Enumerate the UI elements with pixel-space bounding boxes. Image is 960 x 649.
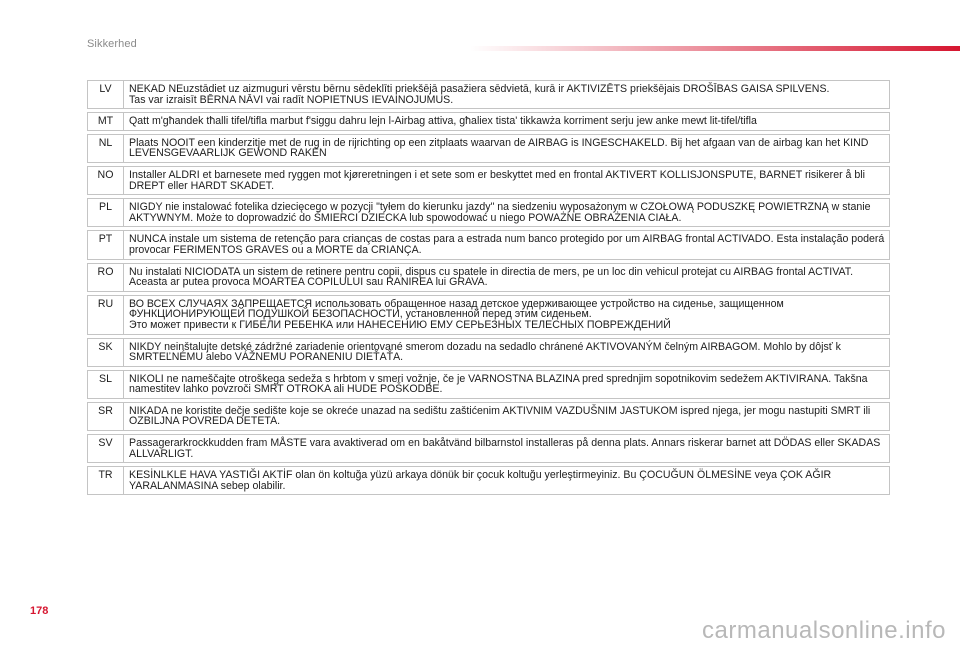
language-code: NL <box>88 134 124 162</box>
language-code: SV <box>88 435 124 463</box>
language-code: SK <box>88 338 124 366</box>
table-row <box>88 295 890 334</box>
table-row <box>88 199 890 227</box>
warning-table-body <box>88 81 890 495</box>
warning-text: ВО ВСЕХ СЛУЧАЯХ ЗАПРЕЩАЕТСЯ использовать обращенное назад детское удерживающее устройство на сиденье, защищенном ФУНКЦИОНИРУЮЩЕЙ ПОДУШКОЙ БЕЗОПАСНОСТИ, установленной перед этим сиденьем. Это может привести к ГИБЕЛИ РЕБЕНКА или НАНЕСЕНИЮ ЕМУ СЕРЬЕЗНЫХ ТЕЛЕСНЫХ ПОВРЕЖДЕНИЙ <box>124 295 890 334</box>
language-code: RU <box>88 295 124 334</box>
language-code: SL <box>88 370 124 398</box>
language-code: SR <box>88 402 124 430</box>
table-row <box>88 467 890 495</box>
language-code: TR <box>88 467 124 495</box>
language-code: RO <box>88 263 124 291</box>
header-accent-bar <box>470 46 960 51</box>
warning-text: KESİNLKLE HAVA YASTIĞI AKTİF olan ön koltuğa yüzü arkaya dönük bir çocuk koltuğu yerleştirmeyiniz. Bu ÇOCUĞUN ÖLMESİNE veya ÇOK AĞIR YARALANMASINA sebep olabilir. <box>124 467 890 495</box>
warning-text: NEKAD NEuzstādiet uz aizmuguri vērstu bērnu sēdeklīti priekšējā pasažiera sēdvietā, kurā ir AKTIVIZĒTS priekšējais DROŠĪBAS GAISA SPILVENS. Tas var izraisīt BĒRNA NĀVI vai radīt NOPIETNUS IEVAINOJUMUS. <box>124 81 890 109</box>
warning-text: Qatt m'għandek tħalli tifel/tifla marbut f'siggu dahru lejn l-Airbag attiva, għaliex tista' tikkawża korriment serju jew anke mewt lit-tifel/tifla <box>124 113 890 131</box>
table-row <box>88 81 890 109</box>
language-code: PL <box>88 199 124 227</box>
table-row <box>88 263 890 291</box>
table-row <box>88 435 890 463</box>
table-row <box>88 113 890 131</box>
table-row <box>88 370 890 398</box>
table-row <box>88 231 890 259</box>
page-number: 178 <box>30 605 49 617</box>
language-code: LV <box>88 81 124 109</box>
warning-text: NIKOLI ne nameščajte otroškega sedeža s hrbtom v smeri vožnje, če je VARNOSTNA BLAZINA pred sprednjim sopotnikovim sedežem AKTIVIRANA. Takšna namestitev lahko povzroči SMRT OTROKA ali HUDE POŠKODBE. <box>124 370 890 398</box>
table-row <box>88 402 890 430</box>
warning-text: NIKDY neinštalujte detské zádržné zariadenie orientované smerom dozadu na sedadlo chránené AKTIVOVANÝM čelným AIRBAGOM. Mohlo by dôjsť k SMRTEĽNÉMU alebo VÁŽNEMU PORANENIU DIEŤAŤA. <box>124 338 890 366</box>
airbag-warning-table <box>87 80 890 495</box>
warning-text: NIGDY nie instalować fotelika dziecięcego w pozycji "tyłem do kierunku jazdy" na siedzeniu wyposażonym w CZOŁOWĄ PODUSZKĘ POWIETRZNĄ w stanie AKTYWNYM. Może to doprowadzić do ŚMIERCI DZIECKA lub spowodować u niego POWAŻNE OBRAŻENIA CIAŁA. <box>124 199 890 227</box>
warning-text: Installer ALDRI et barnesete med ryggen mot kjøreretningen i et sete som er beskyttet med en frontal AKTIVERT KOLLISJONSPUTE, BARNET risikerer å bli DREPT eller HARDT SKADET. <box>124 166 890 194</box>
warning-text: Plaats NOOIT een kinderzitje met de rug in de rijrichting op een zitplaats waarvan de AIRBAG is INGESCHAKELD. Bij het afgaan van de airbag kan het KIND LEVENSGEVAARLIJK GEWOND RAKEN <box>124 134 890 162</box>
section-title: Sikkerhed <box>87 38 137 50</box>
table-row <box>88 166 890 194</box>
language-code: PT <box>88 231 124 259</box>
language-code: NO <box>88 166 124 194</box>
warning-text: NIKADA ne koristite dečje sedište koje se okreće unazad na sedištu zaštićenim AKTIVNIM VAZDUŠNIM JASTUKOM ispred njega, jer mogu nastupiti SMRT ili OZBILJNA POVREDA DETETA. <box>124 402 890 430</box>
table-row <box>88 134 890 162</box>
warning-text: NUNCA instale um sistema de retenção para crianças de costas para a estrada num banco protegido por um AIRBAG frontal ACTIVADO. Esta instalação poderá provocar FERIMENTOS GRAVES ou a MORTE da CRIANÇA. <box>124 231 890 259</box>
warning-text: Nu instalati NICIODATA un sistem de retinere pentru copii, dispus cu spatele in directia de mers, pe un loc din vehicul protejat cu AIRBAG frontal ACTIVAT. Aceasta ar putea provoca MOARTEA COPILULUI sau RANIREA lui GRAVA. <box>124 263 890 291</box>
warning-text: Passagerarkrockkudden fram MÅSTE vara avaktiverad om en bakåtvänd bilbarnstol installeras på denna plats. Annars riskerar barnet att DÖDAS eller SKADAS ALLVARLIGT. <box>124 435 890 463</box>
table-row <box>88 338 890 366</box>
watermark: carmanualsonline.info <box>702 617 946 644</box>
language-code: MT <box>88 113 124 131</box>
